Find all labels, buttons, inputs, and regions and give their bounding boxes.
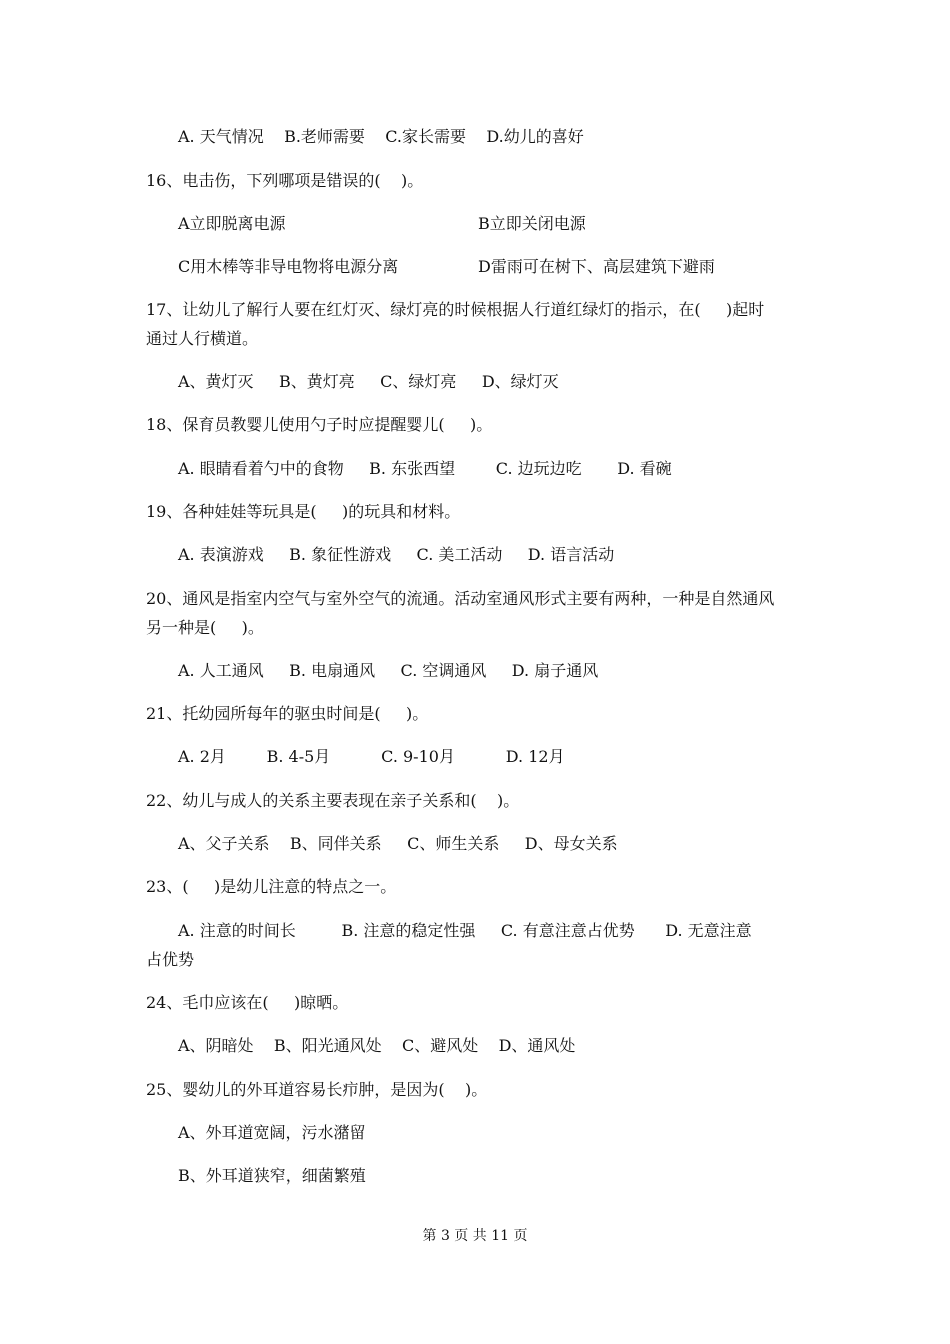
q20-stem: 20、通风是指室内空气与室外空气的流通。活动室通风形式主要有两种，一种是自然通风 bbox=[146, 589, 775, 608]
q16-stem: 16、电击伤，下列哪项是错误的( )。 bbox=[146, 171, 424, 190]
q25-stem: 25、婴幼儿的外耳道容易长疖肿，是因为( )。 bbox=[146, 1080, 488, 1099]
q25-option-b: B、外耳道狭窄，细菌繁殖 bbox=[178, 1166, 366, 1185]
q15-options: A. 天气情况 B.老师需要 C.家长需要 D.幼儿的喜好 bbox=[178, 127, 584, 146]
q20-options: A. 人工通风 B. 电扇通风 C. 空调通风 D. 扇子通风 bbox=[178, 661, 599, 680]
q20-stem-continued: 另一种是( )。 bbox=[146, 618, 264, 637]
q17-options: A、黄灯灭 B、黄灯亮 C、绿灯亮 D、绿灯灭 bbox=[178, 372, 559, 391]
q16-option-d: D雷雨可在树下、高层建筑下避雨 bbox=[478, 257, 715, 276]
q23-stem: 23、( )是幼儿注意的特点之一。 bbox=[146, 877, 397, 896]
q18-stem: 18、保育员教婴儿使用勺子时应提醒婴儿( )。 bbox=[146, 415, 493, 434]
q22-stem: 22、幼儿与成人的关系主要表现在亲子关系和( )。 bbox=[146, 791, 520, 810]
q18-options: A. 眼睛看着勺中的食物 B. 东张西望 C. 边玩边吃 D. 看碗 bbox=[178, 459, 672, 478]
q16-option-c: C用木棒等非导电物将电源分离 bbox=[178, 257, 399, 276]
q25-option-a: A、外耳道宽阔，污水潴留 bbox=[178, 1123, 366, 1142]
q17-stem-continued: 通过人行横道。 bbox=[146, 329, 259, 348]
q19-stem: 19、各种娃娃等玩具是( )的玩具和材料。 bbox=[146, 502, 461, 521]
q22-options: A、父子关系 B、同伴关系 C、师生关系 D、母女关系 bbox=[178, 834, 618, 853]
q23-options-continued: 占优势 bbox=[146, 950, 195, 969]
q24-options: A、阴暗处 B、阳光通风处 C、避风处 D、通风处 bbox=[178, 1036, 576, 1055]
q16-option-a: A立即脱离电源 bbox=[178, 214, 286, 233]
q17-stem: 17、让幼儿了解行人要在红灯灭、绿灯亮的时候根据人行道红绿灯的指示，在( )起时 bbox=[146, 300, 765, 319]
page-footer: 第 3 页 共 11 页 bbox=[422, 1228, 528, 1244]
q19-options: A. 表演游戏 B. 象征性游戏 C. 美工活动 D. 语言活动 bbox=[178, 545, 615, 564]
q23-options: A. 注意的时间长 B. 注意的稳定性强 C. 有意注意占优势 D. 无意注意 bbox=[178, 921, 752, 940]
q21-stem: 21、托幼园所每年的驱虫时间是( )。 bbox=[146, 704, 429, 723]
q24-stem: 24、毛巾应该在( )晾晒。 bbox=[146, 993, 349, 1012]
q16-option-b: B立即关闭电源 bbox=[478, 214, 586, 233]
q21-options: A. 2月 B. 4-5月 C. 9-10月 D. 12月 bbox=[178, 747, 565, 766]
